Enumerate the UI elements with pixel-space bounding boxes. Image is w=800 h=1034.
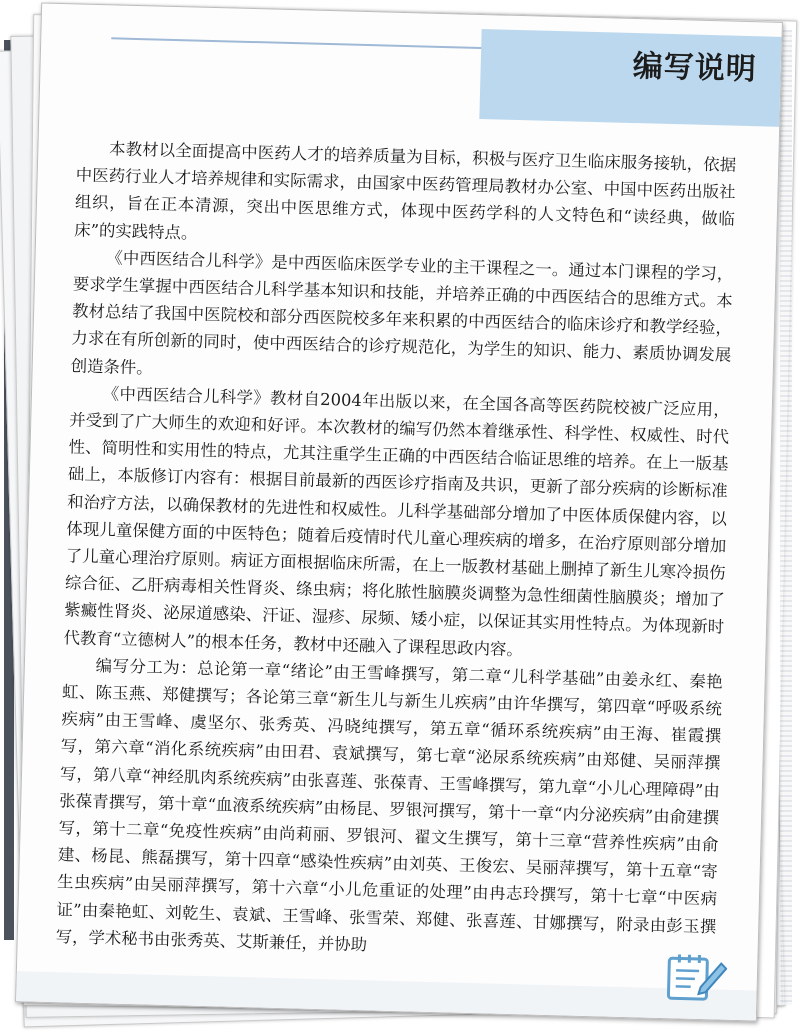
document-page	[15, 2, 783, 1021]
pencil-notepad-icon	[664, 948, 727, 1006]
paragraph: 《中西医结合儿科学》教材自2004年出版以来，在全国各高等医药院校被广泛应用，并受到了广大师生的欢迎和好评。本次教材的编写仍然本着继承性、科学性、权威性、时代性、简明性和实用性的特点，尤其注重学生正确的中西医结合临证思维的培养。在上一版基础上，本版修订内容有：根据目前最新的西医诊疗指南及共识，更新了部分疾病的诊断标准和治疗方法，以确保教材的先进性和权威性。儿科学基础部分增加了中医体质保健内容，以体现儿童保健方面的中医特色；随着后疫情时代儿童心理疾病的增多，在治疗原则部分增加了儿童心理治疗原则。病证方面根据临床所需，在上一版教材基础上删掉了新生儿寒冷损伤综合征、乙肝病毒相关性肾炎、绦虫病；将化脓性脑膜炎调整为急性细菌性脑膜炎；增加了紫癜性肾炎、泌尿道感染、汗证、湿疹、尿频、矮小症，以保证其实用性特点。为体现新时代教育“立德树人”的根本任务，教材中还融入了课程思政内容。	[63, 384, 731, 659]
paragraph: 《中西医结合儿科学》是中西医临床医学专业的主干课程之一。通过本门课程的学习，要求学生掌握中西医结合儿科学基本知识和技能，并培养正确的中西医结合的思维方式。本教材总结了我国中医院校和部分西医院校多年来积累的中西医结合的临床诊疗和教学经验，力求在有所创新的同时，使中西医结合的诊疗规范化，为学生的知识、能力、素质协调发展创造条件。	[70, 248, 734, 378]
page-stack-edge	[780, 30, 792, 1005]
paragraph: 编写分工为：总论第一章“绪论”由王雪峰撰写，第二章“儿科学基础”由姜永红、秦艳虹、陈玉燕、郑健撰写；各论第三章“新生儿与新生儿疾病”由许华撰写，第四章“呼吸系统疾病”由王雪峰、虞坚尔、张秀英、冯晓纯撰写，第五章“循环系统疾病”由王海、崔霞撰写，第六章“消化系统疾病”由田君、袁斌撰写，第七章“泌尿系统疾病”由郑健、吴丽萍撰写，第八章“神经肌肉系统疾病”由张喜莲、张葆青、王雪峰撰写，第九章“小儿心理障碍”由张葆青撰写，第十章“血液系统疾病”由杨昆、罗银河撰写，第十一章“内分泌疾病”由俞建撰写，第十二章“免疫性疾病”由尚莉丽、罗银河、翟文生撰写，第十三章“营养性疾病”由俞建、杨昆、熊磊撰写，第十四章“感染性疾病”由刘英、王俊宏、吴丽萍撰写，第十五章“寄生虫疾病”由吴丽萍撰写，第十六章“小儿危重证的处理”由冉志玲撰写，第十七章“中医病证”由秦艳虹、刘乾生、袁斌、王雪峰、张雪荣、郑健、张喜莲、甘娜撰写，附录由彭玉撰写，学术秘书由张秀英、艾斯兼任，并协助	[55, 655, 723, 955]
body-text	[55, 134, 736, 967]
paragraph: 本教材以全面提高中医药人才的培养质量为目标，积极与医疗卫生临床服务接轨，依据中医药行业人才培养规律和实际需求，由国家中医药管理局教材办公室、中国中医药出版社组织，旨在正本清源，突出中医思维方式，体现中医药学科的人文特色和“读经典，做临床”的实践特点。	[74, 139, 737, 243]
page-title: 编写说明	[632, 48, 758, 88]
